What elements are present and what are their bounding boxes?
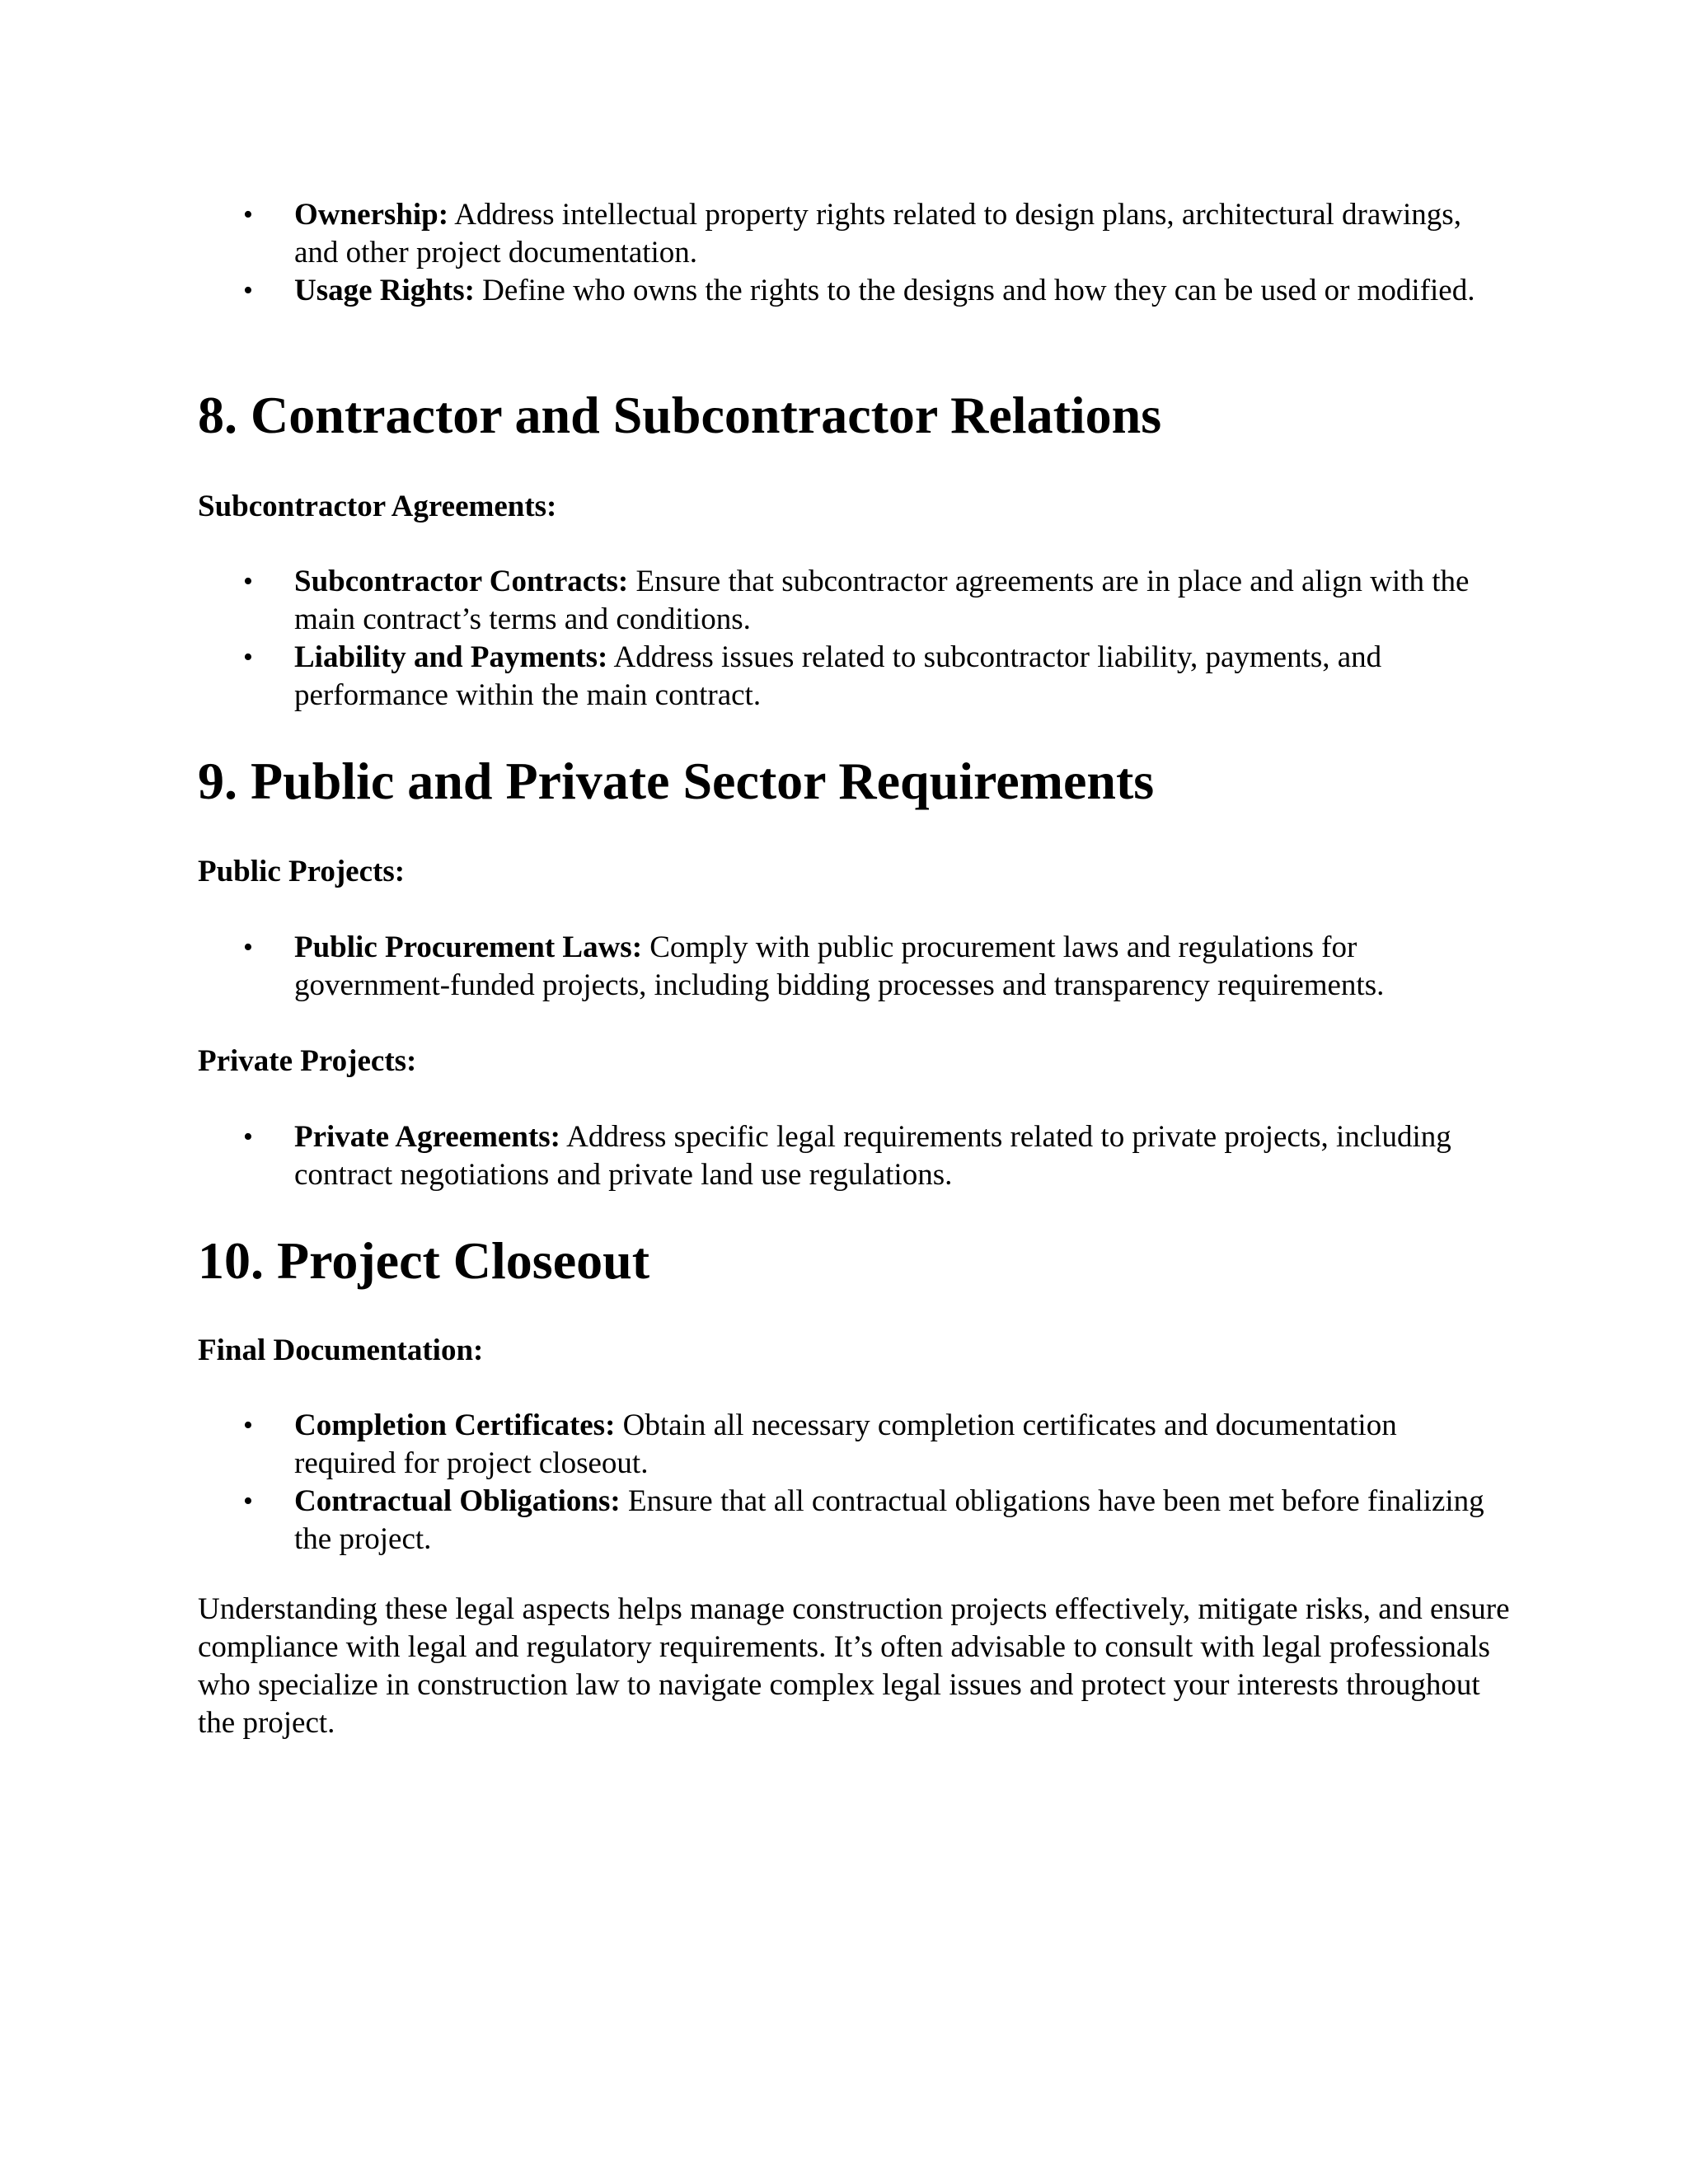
item-term: Ownership: [294,198,449,232]
list-item-contractual-obligations [243,1483,1504,1558]
bullet-icon: • [243,932,253,963]
bullet-icon: • [243,1122,253,1152]
bullet-icon: • [243,642,253,673]
item-text: Ensure that subcontractor agreements are in place and align with the main contract’s terms and conditions. [294,565,1470,636]
list-item-private-agreements [243,1118,1504,1194]
section-8-heading: 8. Contractor and Subcontractor Relations [198,386,1162,444]
item-text: Comply with public procurement laws and regulations for government-funded projects, including bidding processes and transparency requirements. [294,930,1385,1002]
list-item-ownership [243,196,1504,272]
section-10-heading: 10. Project Closeout [198,1231,649,1290]
intellectual-property-list [243,196,1504,310]
item-term: Private Agreements: [294,1120,560,1154]
final-documentation-subheading: Final Documentation: [198,1333,484,1367]
list-item-liability-payments [243,639,1504,715]
public-projects-list [243,929,1504,1005]
item-term: Contractual Obligations: [294,1484,621,1518]
subcontractor-list [243,563,1504,715]
private-projects-subheading: Private Projects: [198,1044,417,1078]
list-item-usage-rights [243,272,1504,310]
item-text: Address intellectual property rights related to design plans, architectural drawings, and other project documentation. [294,198,1461,269]
item-term: Completion Certificates: [294,1408,616,1442]
bullet-icon: • [243,566,253,597]
subcontractor-agreements-subheading: Subcontractor Agreements: [198,490,557,523]
item-text: Ensure that all contractual obligations have been met before finalizing the project. [294,1484,1484,1556]
final-documentation-list [243,1407,1504,1558]
item-text: Address issues related to subcontractor liability, payments, and performance within the main contract. [294,640,1382,712]
bullet-icon: • [243,275,253,306]
list-item-completion-certificates [243,1407,1504,1483]
section-9-heading: 9. Public and Private Sector Requirements [198,752,1155,810]
list-item-public-procurement [243,929,1504,1005]
bullet-icon: • [243,1486,253,1516]
bullet-icon: • [243,199,253,230]
item-text: Define who owns the rights to the designs and how they can be used or modified. [482,274,1475,307]
item-text: Address specific legal requirements related to private projects, including contract negotiations and private land use regulations. [294,1120,1451,1192]
item-term: Liability and Payments: [294,640,608,674]
private-projects-list [243,1118,1504,1194]
public-projects-subheading: Public Projects: [198,855,406,888]
bullet-icon: • [243,1410,253,1441]
item-term: Subcontractor Contracts: [294,565,629,598]
item-term: Public Procurement Laws: [294,930,643,964]
item-text: Obtain all necessary completion certificates and documentation required for project closeout. [294,1408,1397,1480]
closing-paragraph: Understanding these legal aspects helps manage construction projects effectively, mitigate risks, and ensure compliance with legal and regulatory requirements. It’s often advisable to consult with legal professionals who specialize in construction law to navigate complex legal issues and protect your interests throughout the project. [198,1592,1510,1740]
list-item-subcontractor-contracts [243,563,1504,639]
item-term: Usage Rights: [294,274,475,307]
